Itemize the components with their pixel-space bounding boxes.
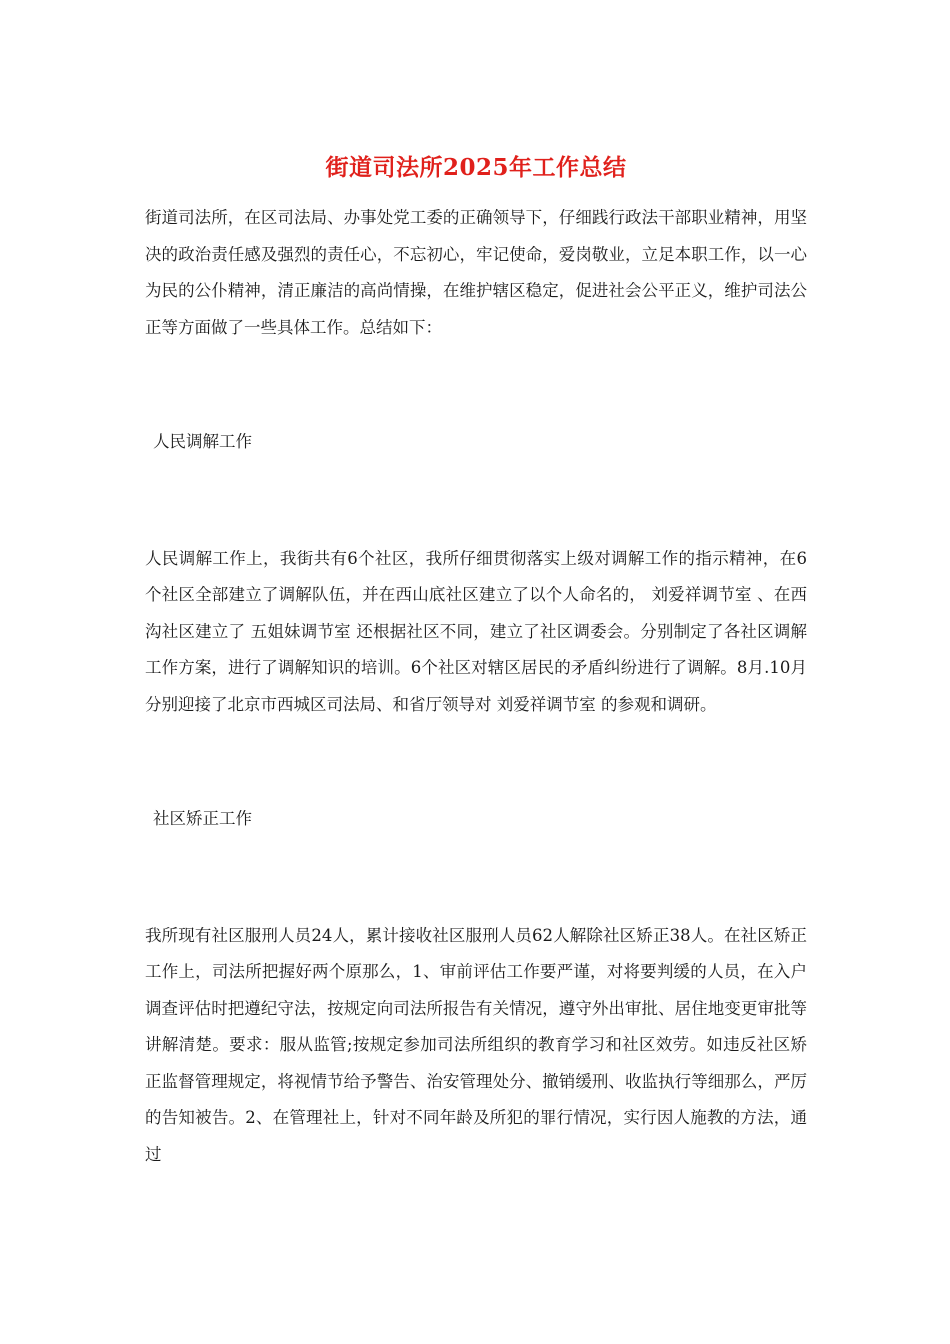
section-heading-mediation: 人民调解工作 [153,432,252,451]
section-heading-correction: 社区矫正工作 [153,809,252,828]
intro-paragraph: 街道司法所，在区司法局、办事处党工委的正确领导下，仔细践行政法干部职业精神，用坚决的政治责任感及强烈的责任心，不忘初心，牢记使命，爱岗敬业，立足本职工作，以一心为民的公仆精神，清正廉洁的高尚情操，在维护辖区稳定，促进社会公平正义，维护司法公正等方面做了一些具体工作。总结如下： [145,208,807,337]
section-body-correction: 我所现有社区服刑人员24人，累计接收社区服刑人员62人解除社区矫正38人。在社区矫正工作上，司法所把握好两个原那么，1、审前评估工作要严谨，对将要判缓的人员，在入户调查评估时把遵纪守法，按规定向司法所报告有关情况，遵守外出审批、居住地变更审批等讲解清楚。要求：服从监管;按规定参加司法所组织的教育学习和社区效劳。如违反社区矫正监督管理规定，将视情节给予警告、治安管理处分、撤销缓刑、收监执行等细那么，严厉的告知被告。2、在管理社上，针对不同年龄及所犯的罪行情况，实行因人施教的方法，通过 [145,925,807,1164]
document-title: 街道司法所2025年工作总结 [325,154,627,181]
spacer [145,461,807,541]
spacer [145,346,807,424]
document-page [145,148,807,1173]
spacer [145,723,807,801]
spacer [145,838,807,918]
section-body-mediation: 人民调解工作上，我街共有6个社区，我所仔细贯彻落实上级对调解工作的指示精神，在6个社区全部建立了调解队伍，并在西山底社区建立了以个人命名的， 刘爱祥调节室 、在西沟社区建立了 五姐妹调节室 还根据社区不同，建立了社区调委会。分别制定了各社区调解工作方案，进行了调解知识的培训。6个社区对辖区居民的矛盾纠纷进行了调解。8月.10月分别迎接了北京市西城区司法局、和省厅领导对 刘爱祥调节室 的参观和调研。 [145,548,807,714]
